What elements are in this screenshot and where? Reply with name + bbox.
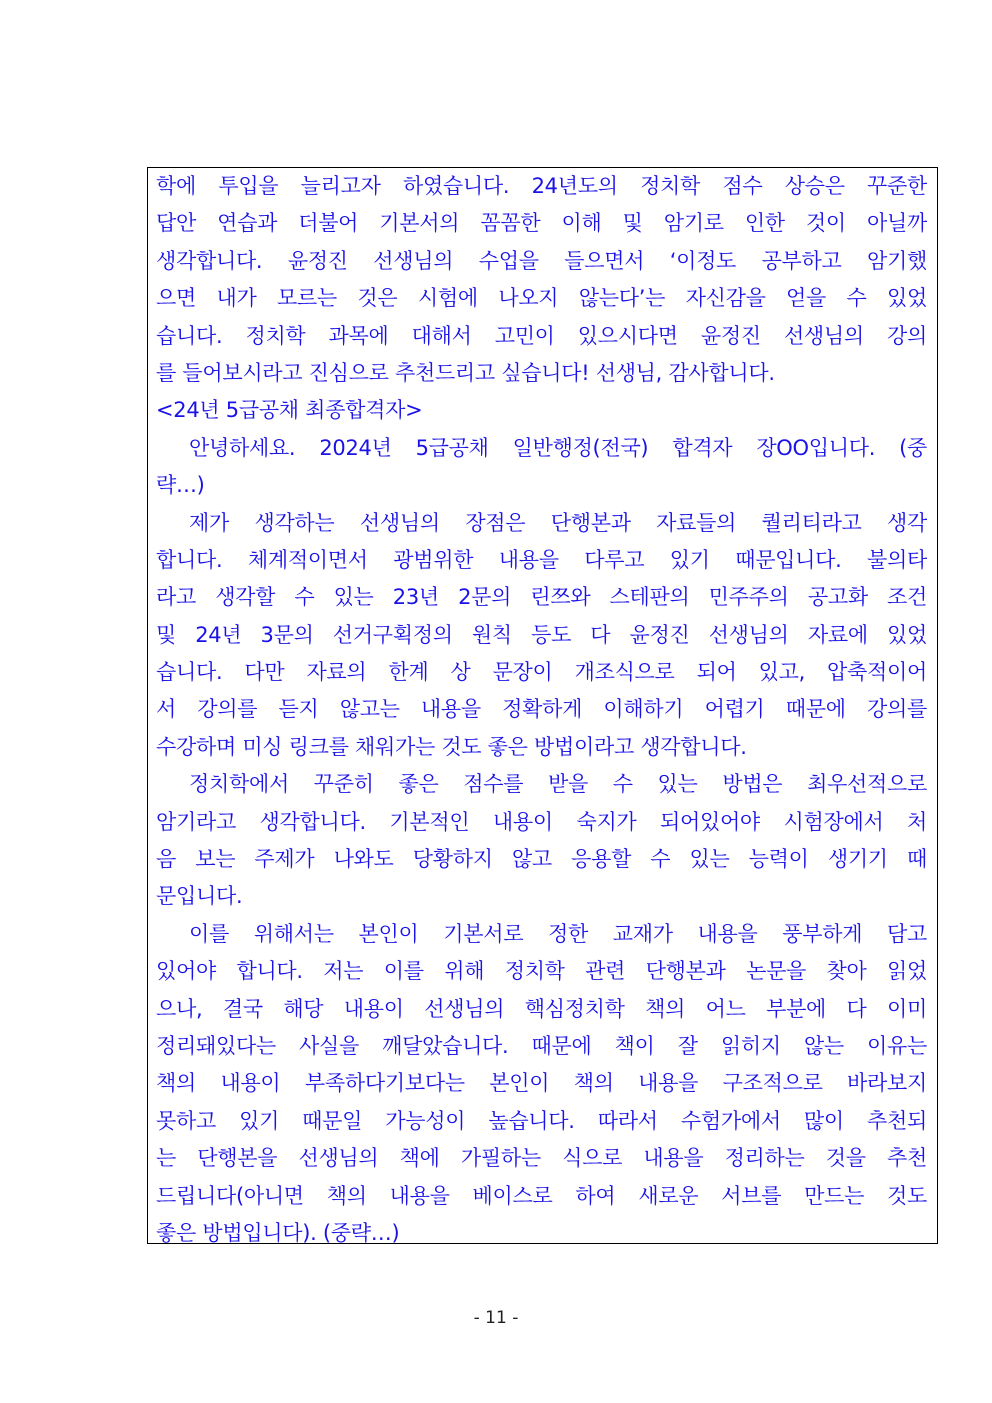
text-line: 수강하며 미싱 링크를 채워가는 것도 좋은 방법이라고 생각합니다. — [156, 734, 747, 759]
page-number: - 11 - — [473, 1308, 519, 1328]
testimonial-text-box — [147, 167, 938, 1244]
text-line: 음 보는 주제가 나와도 당황하지 않고 응용할 수 있는 능력이 생기기 때 — [156, 847, 927, 872]
text-line: 드립니다(아니면 책의 내용을 베이스로 하여 새로운 서브를 만드는 것도 — [156, 1183, 927, 1208]
text-line: 으나, 결국 해당 내용이 선생님의 핵심정치학 책의 어느 부분에 다 이미 — [156, 996, 927, 1021]
section-heading: <24년 5급공채 최종합격자> — [156, 398, 423, 423]
text-line: 학에 투입을 늘리고자 하였습니다. 24년도의 정치학 점수 상승은 꾸준한 — [156, 174, 927, 198]
text-line: 답안 연습과 더불어 기본서의 꼼꼼한 이해 및 암기로 인한 것이 아닐까 — [156, 211, 927, 236]
text-line: 안녕하세요. 2024년 5급공채 일반행정(전국) 합격자 장OO입니다. (중 — [189, 435, 927, 460]
text-line: 있어야 합니다. 저는 이를 위해 정치학 관련 단행본과 논문을 찾아 읽었 — [156, 959, 927, 984]
text-line: 략…) — [156, 473, 205, 498]
text-line: 및 24년 3문의 선거구획정의 원칙 등도 다 윤정진 선생님의 자료에 있었 — [156, 622, 927, 647]
text-line: 정치학에서 꾸준히 좋은 점수를 받을 수 있는 방법은 최우선적으로 — [189, 772, 927, 797]
text-line: 못하고 있기 때문일 가능성이 높습니다. 따라서 수험가에서 많이 추천되 — [156, 1108, 927, 1133]
text-line: 좋은 방법입니다). (중략…) — [156, 1220, 400, 1245]
text-line: 습니다. 정치학 과목에 대해서 고민이 있으시다면 윤정진 선생님의 강의 — [156, 323, 927, 348]
text-line: 습니다. 다만 자료의 한계 상 문장이 개조식으로 되어 있고, 압축적이어 — [156, 660, 927, 685]
text-line: 라고 생각할 수 있는 23년 2문의 린쯔와 스테판의 민주주의 공고화 조건 — [156, 585, 927, 610]
text-line: 으면 내가 모르는 것은 시험에 나오지 않는다’는 자신감을 얻을 수 있었 — [156, 286, 927, 311]
text-line: 문입니다. — [156, 884, 243, 909]
text-line: 책의 내용이 부족하다기보다는 본인이 책의 내용을 구조적으로 바라보지 — [156, 1071, 927, 1096]
text-line: 서 강의를 듣지 않고는 내용을 정확하게 이해하기 어렵기 때문에 강의를 — [156, 697, 927, 722]
text-line: 제가 생각하는 선생님의 장점은 단행본과 자료들의 퀄리티라고 생각 — [189, 510, 927, 535]
text-line: 정리돼있다는 사실을 깨달았습니다. 때문에 책이 잘 읽히지 않는 이유는 — [156, 1033, 927, 1058]
text-line: 생각합니다. 윤정진 선생님의 수업을 들으면서 ‘이정도 공부하고 암기했 — [156, 248, 927, 273]
text-line: 합니다. 체계적이면서 광범위한 내용을 다루고 있기 때문입니다. 불의타 — [156, 547, 927, 572]
text-line: 이를 위해서는 본인이 기본서로 정한 교재가 내용을 풍부하게 담고 — [189, 921, 927, 946]
text-line: 암기라고 생각합니다. 기본적인 내용이 숙지가 되어있어야 시험장에서 처 — [156, 809, 927, 834]
text-line: 는 단행본을 선생님의 책에 가필하는 식으로 내용을 정리하는 것을 추천 — [156, 1146, 927, 1171]
text-line: 를 들어보시라고 진심으로 추천드리고 싶습니다! 선생님, 감사합니다. — [156, 360, 775, 385]
